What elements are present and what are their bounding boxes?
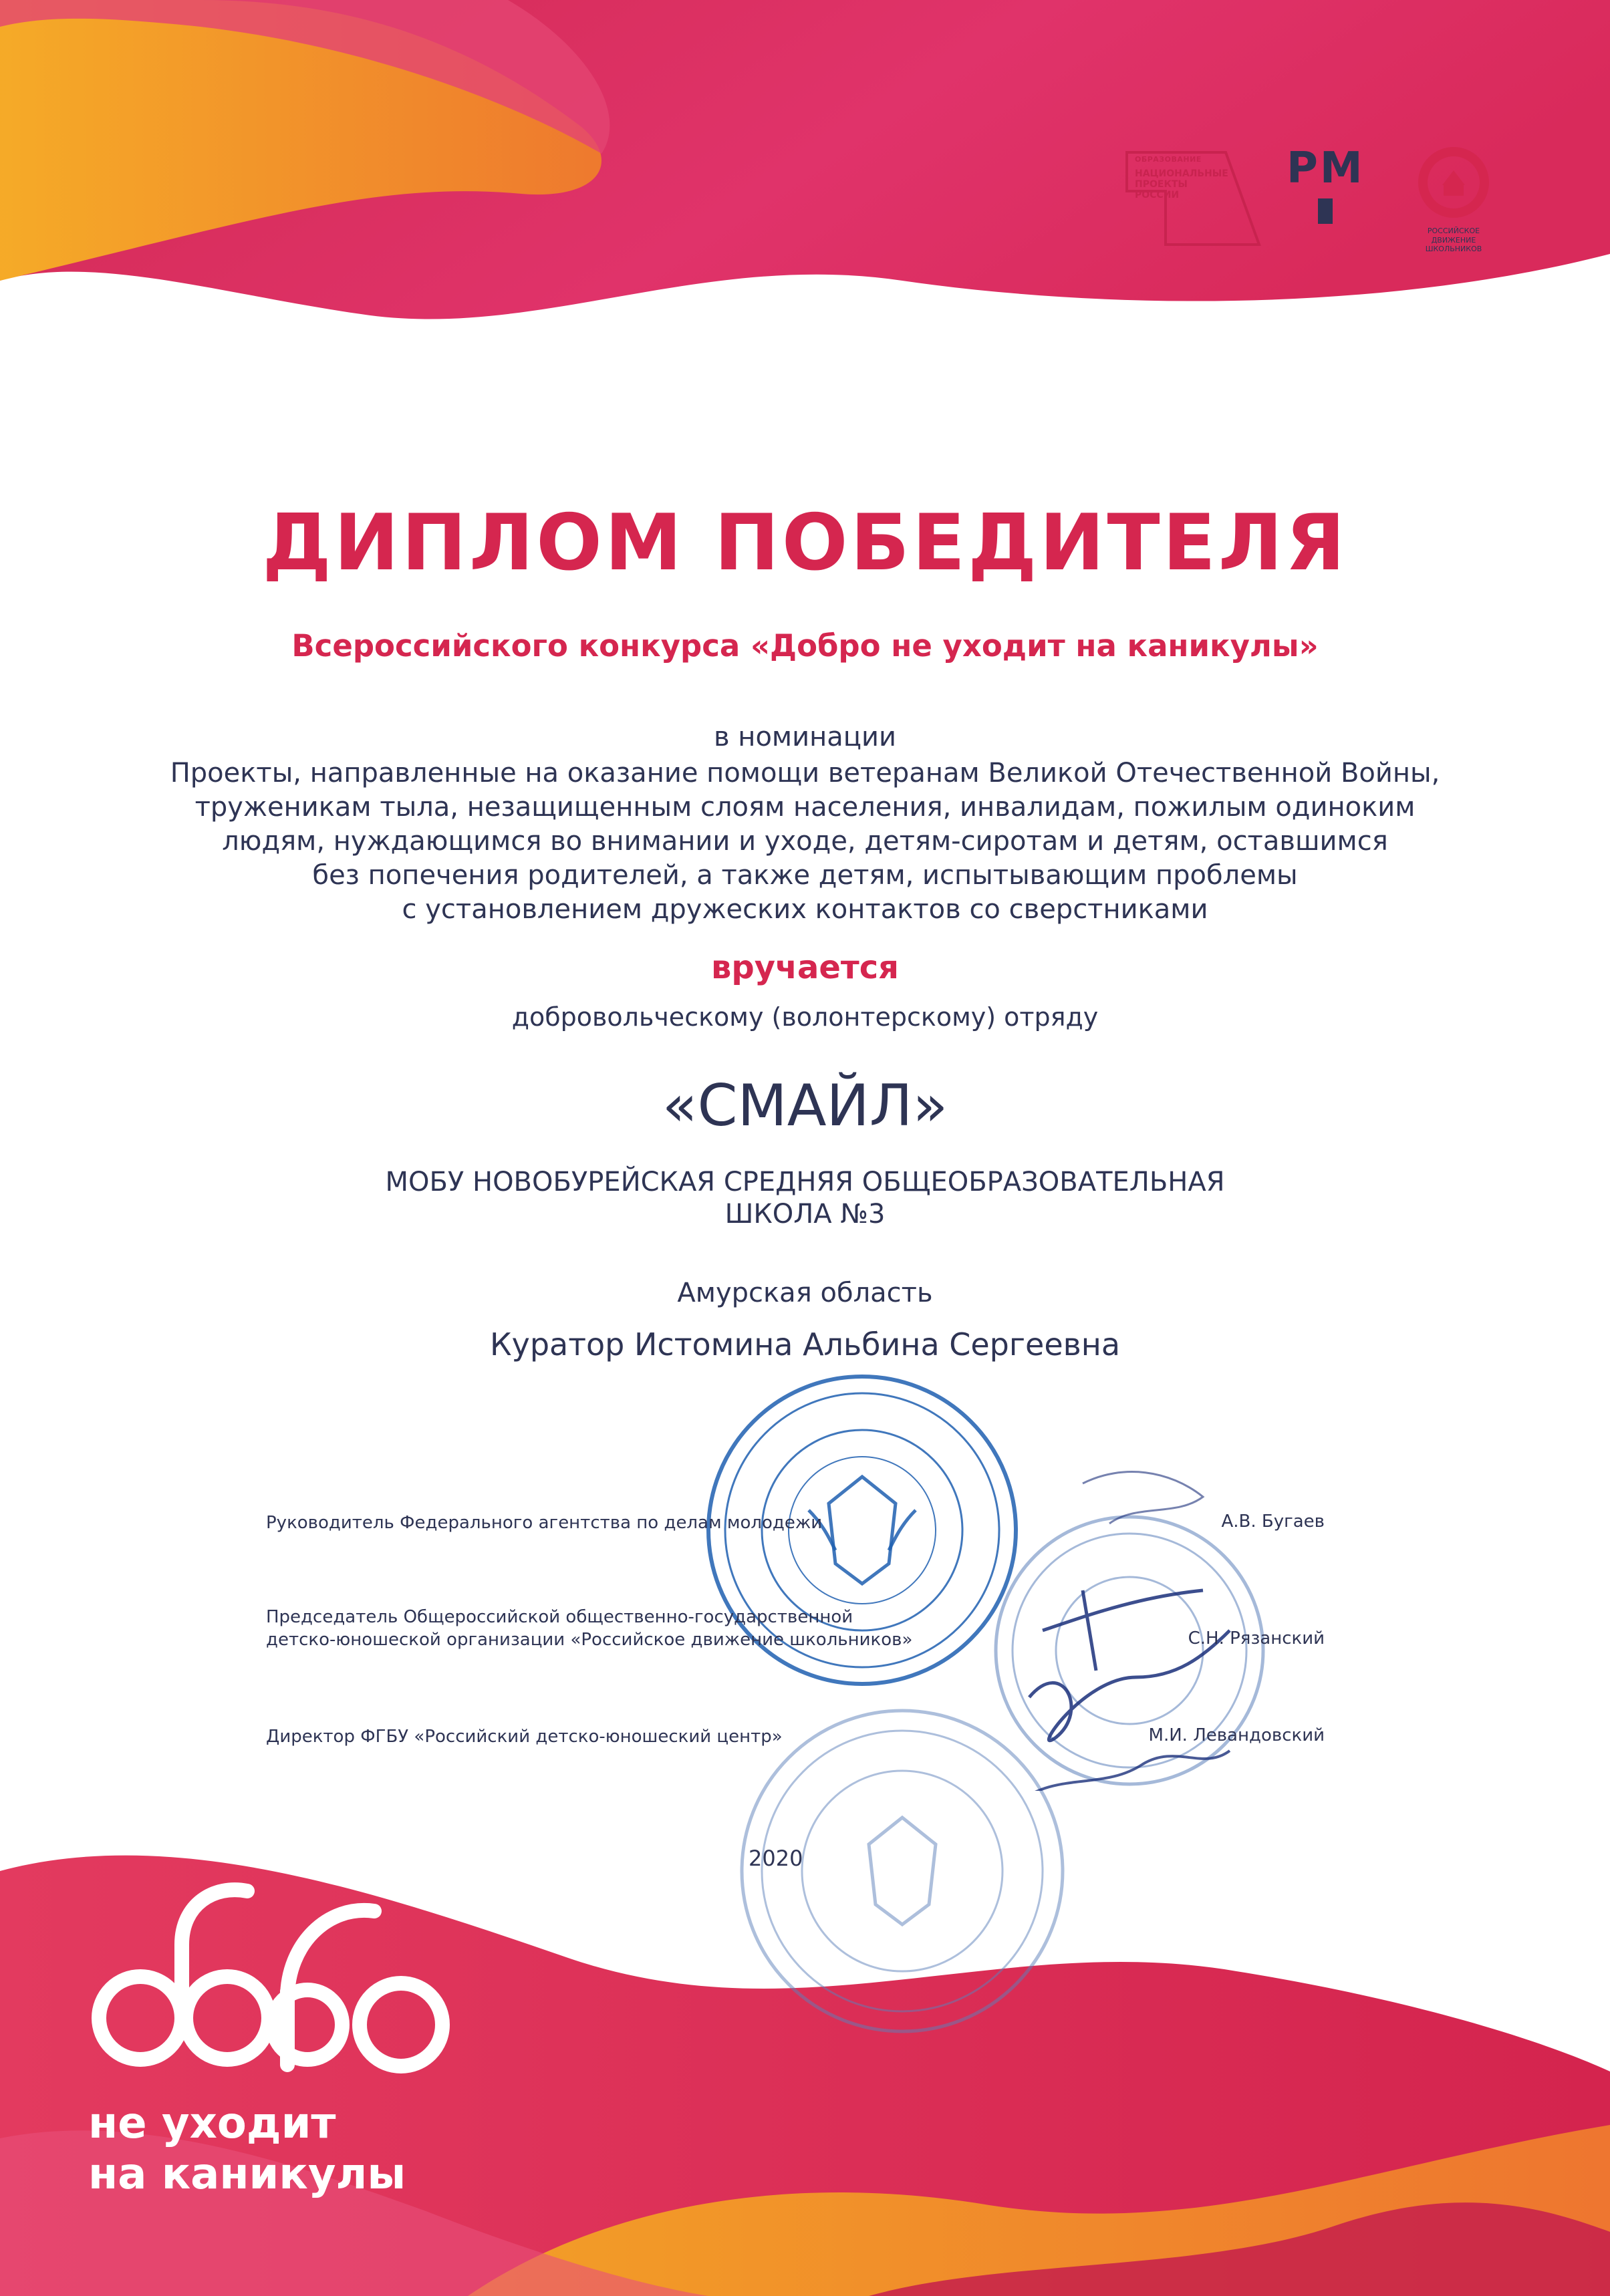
- rds-label: ДВИЖЕНИЕ ШКОЛЬНИКОВ: [1425, 236, 1482, 253]
- contest-subtitle: Всероссийского конкурса «Добро не уходит на каникулы»: [291, 628, 1319, 664]
- issue-year: 2020: [749, 1846, 803, 1871]
- np-line: РОССИИ: [1135, 190, 1180, 200]
- signatory-role: [266, 1725, 783, 1748]
- brand-tagline: [88, 2098, 406, 2200]
- school-name: [0, 1166, 1610, 1230]
- signatory-name: М.И. Левандовский: [1148, 1725, 1325, 1745]
- signatory-role-line: детско-юношеской организации «Российское движение школьников»: [266, 1630, 913, 1650]
- nomination-line: труженикам тыла, незащищенным слоям населения, инвалидам, пожилым одиноким: [194, 792, 1416, 823]
- rm-logo: [1287, 144, 1365, 224]
- signatory-role-line: Председатель Общероссийской общественно-государственной: [266, 1607, 853, 1627]
- dobro-wordmark: [87, 1864, 461, 2092]
- rds-emblem-icon: [1403, 144, 1504, 224]
- rds-label: РОССИЙСКОЕ: [1427, 227, 1480, 235]
- np-education-label: ОБРАЗОВАНИЕ: [1135, 155, 1202, 164]
- rds-logo: [1403, 144, 1504, 257]
- awarded-label: вручается: [710, 949, 899, 986]
- nomination-line: с установлением дружеских контактов со сверстниками: [402, 894, 1208, 925]
- nomination-line: без попечения родителей, а также детям, испытывающим проблемы: [312, 860, 1298, 891]
- tagline-line: на каникулы: [88, 2150, 406, 2199]
- signatory-role-line: Руководитель Федерального агентства по делам молодежи: [266, 1513, 823, 1533]
- curator: Куратор Истомина Альбина Сергеевна: [489, 1326, 1121, 1362]
- signatory-role: [266, 1606, 912, 1651]
- recipient-type: добровольческому (волонтерскому) отряду: [511, 1002, 1099, 1032]
- nomination-line: людям, нуждающимся во внимании и уходе, детям-сиротам и детям, оставшимся: [222, 826, 1388, 857]
- tagline-line: не уходит: [88, 2099, 336, 2148]
- diploma-title: ДИПЛОМ ПОБЕДИТЕЛЯ: [262, 498, 1348, 588]
- national-projects-logo: [1125, 151, 1266, 249]
- np-line: НАЦИОНАЛЬНЫЕ: [1135, 168, 1228, 179]
- nomination-text: [0, 756, 1610, 927]
- team-name: «СМАЙЛ»: [662, 1072, 948, 1139]
- school-line: ШКОЛА №3: [724, 1199, 886, 1230]
- signatory-name: А.В. Бугаев: [1221, 1512, 1325, 1532]
- region: Амурская область: [677, 1278, 933, 1308]
- signatory-name: С.Н. Рязанский: [1188, 1628, 1325, 1648]
- signatory-role: [266, 1512, 822, 1534]
- np-line: ПРОЕКТЫ: [1135, 179, 1188, 190]
- rm-logo-text: РМ: [1287, 144, 1365, 193]
- nomination-line: Проекты, направленные на оказание помощи ветеранам Великой Отечественной Войны,: [170, 758, 1440, 788]
- signatory-role-line: Директор ФГБУ «Российский детско-юношеский центр»: [266, 1727, 783, 1747]
- nomination-heading: в номинации: [714, 722, 896, 752]
- school-line: МОБУ НОВОБУРЕЙСКАЯ СРЕДНЯЯ ОБЩЕОБРАЗОВАТЕЛЬНАЯ: [385, 1167, 1225, 1197]
